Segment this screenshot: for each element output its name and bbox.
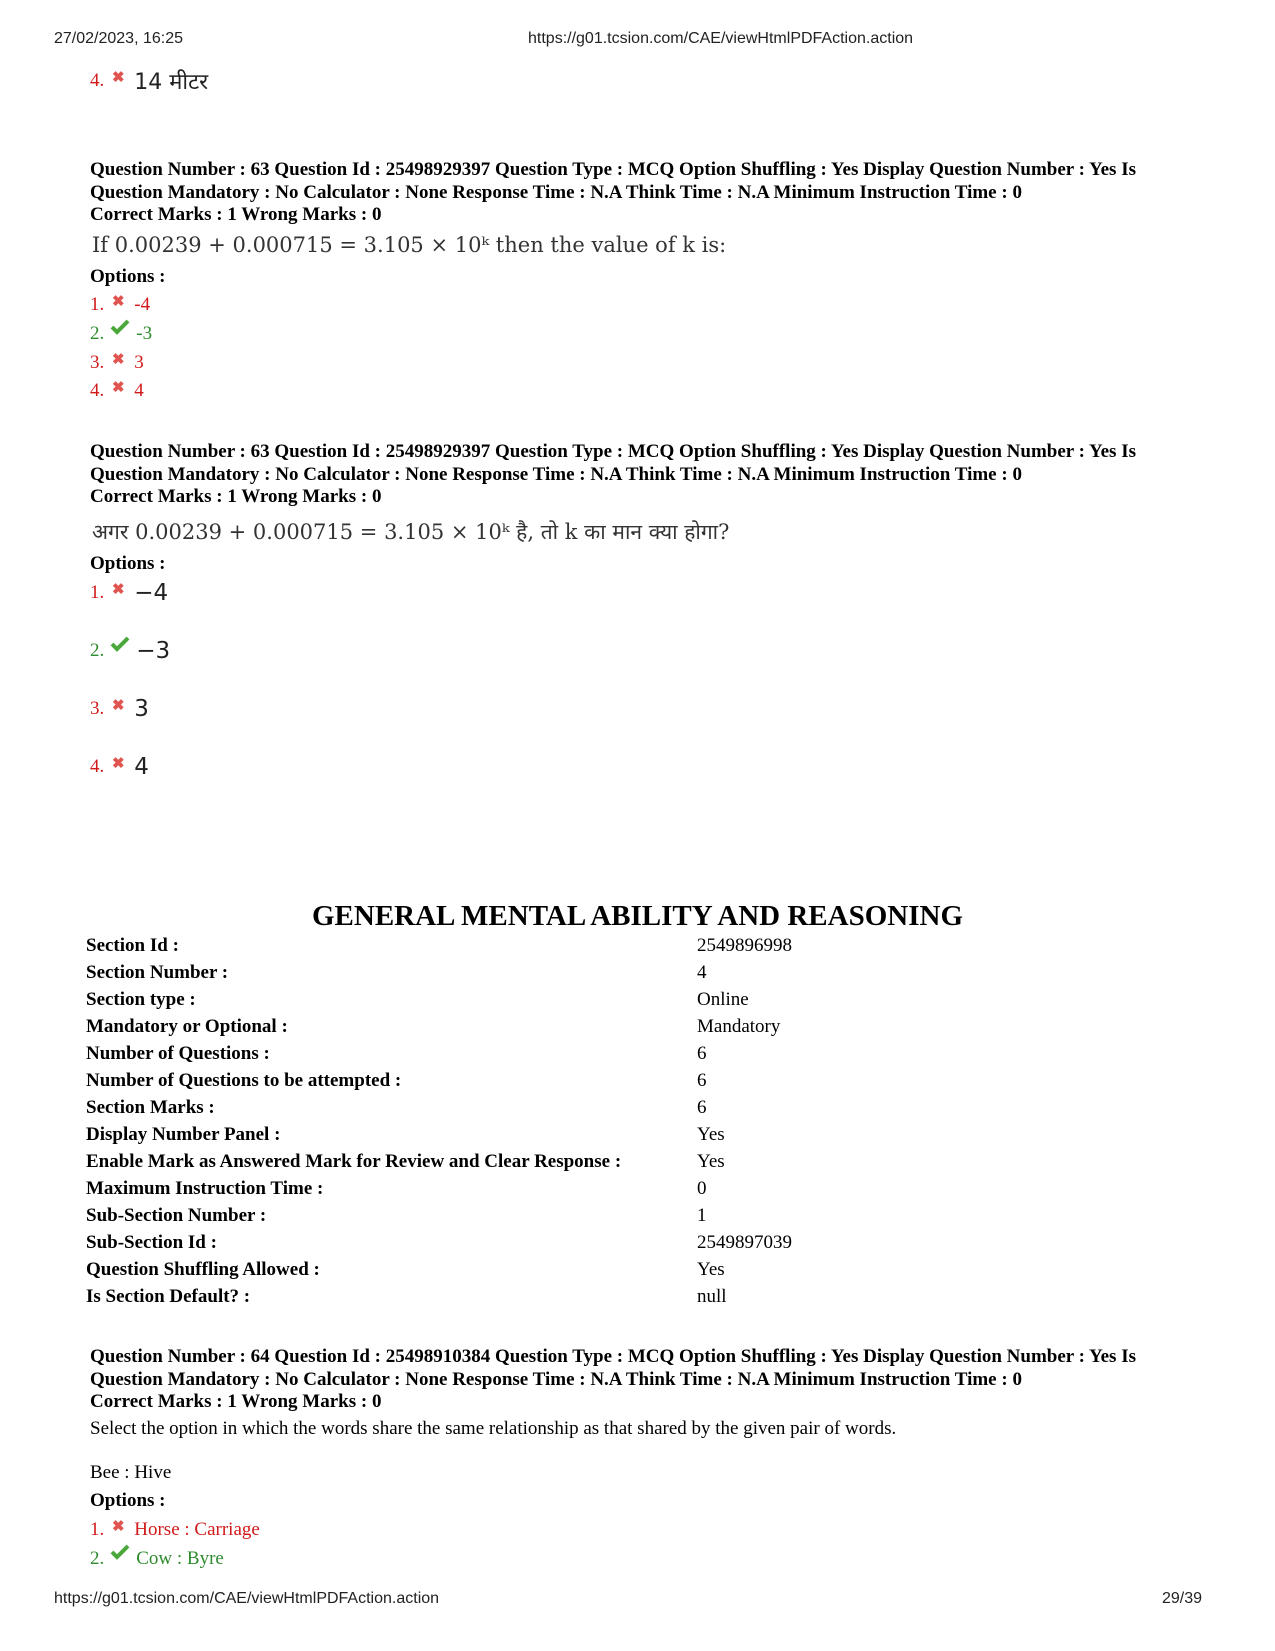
option-row: [90, 380, 144, 402]
option-number: 2.: [90, 640, 105, 661]
option-text: 4: [134, 754, 149, 780]
section-value: 6: [697, 1070, 707, 1091]
section-row: [86, 1205, 1206, 1232]
section-key: Number of Questions :: [86, 1043, 270, 1064]
option-text: 3: [134, 696, 149, 722]
option-number: 2.: [90, 323, 105, 344]
section-value: 4: [697, 962, 707, 983]
section-row: [86, 1232, 1206, 1259]
option-number: 4.: [90, 756, 105, 777]
option-number: 3.: [90, 698, 105, 719]
section-row: [86, 1124, 1206, 1151]
question-text: If 0.00239 + 0.000715 = 3.105 × 10ᵏ then the value of k is:: [92, 233, 727, 257]
page-number: 29/39: [1162, 1590, 1203, 1607]
section-row: [86, 1178, 1206, 1205]
section-key: Sub-Section Id :: [86, 1232, 217, 1253]
options-label: Options :: [90, 266, 166, 287]
option-row: [90, 754, 149, 780]
section-value: 6: [697, 1043, 707, 1064]
question-text: Select the option in which the words share the same relationship as that shared by the given pair of words.: [90, 1418, 897, 1439]
cross-icon: ✖: [111, 1518, 125, 1535]
section-row: [86, 1016, 1206, 1043]
section-key: Section Number :: [86, 962, 229, 983]
section-key: Display Number Panel :: [86, 1124, 281, 1145]
option-text: 3: [134, 352, 144, 373]
option-text: Horse : Carriage: [134, 1519, 260, 1540]
option-row: [90, 352, 144, 374]
question-meta: Question Number : 64 Question Id : 25498910384 Question Type : MCQ Option Shuffling : Yes Display Question Number : Yes Is Question Mandatory : No Calculator : None Response Time : N.A Think Time : N.A Minimum Instruction Time : 0: [90, 1346, 1136, 1390]
section-value: null: [697, 1286, 727, 1307]
section-row: [86, 935, 1206, 962]
section-value: 0: [697, 1178, 707, 1199]
cross-icon: ✖: [111, 69, 125, 86]
options-label: Options :: [90, 1490, 166, 1511]
option-row: [90, 638, 170, 664]
section-key: Section Id :: [86, 935, 179, 956]
question-marks: Correct Marks : 1 Wrong Marks : 0: [90, 1391, 382, 1412]
section-key: Number of Questions to be attempted :: [86, 1070, 402, 1091]
section-key: Sub-Section Number :: [86, 1205, 267, 1226]
section-key: Section type :: [86, 989, 196, 1010]
cross-icon: ✖: [111, 379, 125, 396]
option-text: -3: [136, 323, 153, 344]
section-row: [86, 1043, 1206, 1070]
section-row: [86, 1097, 1206, 1124]
option-row: [90, 696, 149, 722]
cross-icon: ✖: [111, 697, 125, 714]
check-icon: [110, 636, 130, 658]
section-value: Online: [697, 989, 749, 1010]
option-text: −3: [136, 638, 171, 664]
question-marks: Correct Marks : 1 Wrong Marks : 0: [90, 204, 382, 225]
option-row: [90, 294, 150, 316]
section-row: [86, 1259, 1206, 1286]
section-value: Yes: [697, 1259, 725, 1280]
section-value: Yes: [697, 1151, 725, 1172]
option-row: [90, 66, 208, 96]
section-title: GENERAL MENTAL ABILITY AND REASONING: [311, 900, 964, 932]
option-row: [90, 580, 168, 606]
option-text: Cow : Byre: [136, 1548, 224, 1569]
check-icon: [110, 1544, 130, 1566]
cross-icon: ✖: [111, 581, 125, 598]
section-key: Section Marks :: [86, 1097, 215, 1118]
question-text: अगर 0.00239 + 0.000715 = 3.105 × 10ᵏ है, तो k का मान क्या होगा?: [92, 520, 730, 544]
cross-icon: ✖: [111, 293, 125, 310]
word-pair: Bee : Hive: [90, 1462, 172, 1483]
option-number: 1.: [90, 582, 105, 603]
print-url: https://g01.tcsion.com/CAE/viewHtmlPDFAction.action: [528, 30, 914, 47]
option-number: 1.: [90, 1519, 105, 1540]
section-row: [86, 1286, 1206, 1313]
section-value: 2549896998: [697, 935, 792, 956]
section-key: Mandatory or Optional :: [86, 1016, 288, 1037]
option-number: 1.: [90, 294, 105, 315]
option-number: 2.: [90, 1548, 105, 1569]
section-value: 1: [697, 1205, 707, 1226]
section-row: [86, 989, 1206, 1016]
options-label: Options :: [90, 553, 166, 574]
option-text: 4: [134, 380, 144, 401]
cross-icon: ✖: [111, 755, 125, 772]
section-row: [86, 1151, 1206, 1178]
option-text: −4: [134, 580, 169, 606]
option-text: 14 मीटर: [134, 70, 209, 95]
section-key: Is Section Default? :: [86, 1286, 251, 1307]
option-text: -4: [134, 294, 151, 315]
question-meta: Question Number : 63 Question Id : 25498929397 Question Type : MCQ Option Shuffling : Yes Display Question Number : Yes Is Question Mandatory : No Calculator : None Response Time : N.A Think Time : N.A Minimum Instruction Time : 0: [90, 441, 1136, 485]
option-row: [90, 1548, 224, 1570]
section-value: Mandatory: [697, 1016, 781, 1037]
option-row: [90, 323, 152, 345]
section-value: 2549897039: [697, 1232, 792, 1253]
check-icon: [110, 319, 130, 341]
print-datetime: 27/02/2023, 16:25: [54, 30, 184, 47]
section-row: [86, 1070, 1206, 1097]
question-meta: Question Number : 63 Question Id : 25498929397 Question Type : MCQ Option Shuffling : Yes Display Question Number : Yes Is Question Mandatory : No Calculator : None Response Time : N.A Think Time : N.A Minimum Instruction Time : 0: [90, 159, 1136, 203]
option-row: [90, 1519, 260, 1541]
footer-url: https://g01.tcsion.com/CAE/viewHtmlPDFAction.action: [54, 1590, 440, 1607]
option-number: 4.: [90, 70, 105, 91]
section-row: [86, 962, 1206, 989]
option-number: 4.: [90, 380, 105, 401]
question-marks: Correct Marks : 1 Wrong Marks : 0: [90, 486, 382, 507]
section-value: 6: [697, 1097, 707, 1118]
section-key: Maximum Instruction Time :: [86, 1178, 324, 1199]
option-number: 3.: [90, 352, 105, 373]
section-value: Yes: [697, 1124, 725, 1145]
section-key: Question Shuffling Allowed :: [86, 1259, 320, 1280]
section-key: Enable Mark as Answered Mark for Review and Clear Response :: [86, 1151, 622, 1172]
cross-icon: ✖: [111, 351, 125, 368]
